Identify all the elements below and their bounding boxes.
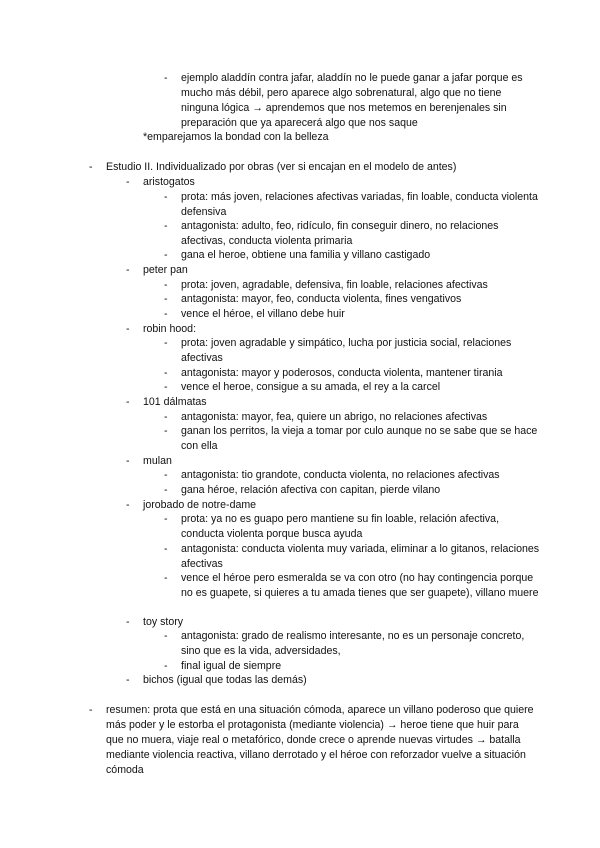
film-point: - antagonista: mayor, feo, conducta violenta, fines vengativos [164,293,462,305]
film-point: - ganan los perritos, la vieja a tomar por culo aunque no se sabe que se hace con ella [164,425,538,452]
film-point: - prota: ya no es guapo pero mantiene su fin loable, relación afectiva, conducta violenta porque busca ayuda [164,513,500,540]
estudio-heading [89,160,546,175]
intro-example-item [164,71,541,131]
film-point: - antagonista: adulto, feo, ridículo, fin conseguir dinero, no relaciones afectivas, conducta violenta primaria [164,220,499,247]
bullet-dash: - [89,704,93,716]
heading-text: Estudio II. Individualizado por obras (ver si encajan en el modelo de antes) [106,161,457,173]
film-point: - prota: más joven, relaciones afectivas variadas, fin loable, conducta violenta defensiva [164,191,538,218]
film-point: - antagonista: grado de realismo interesante, no es un personaje concreto, sino que es la vida, adversidades, [164,630,525,657]
intro-note [143,130,543,145]
resumen-text: resumen: prota que está en una situación cómoda, aparece un villano poderoso que quiere más poder y le estorba el protagonista (mediante violencia) → heroe tiene que huir para que no muera, viaje real o metafórico, donde crece o aprende nuevas virtudes → batalla mediante violencia reactiva, villano derrotado y el héroe con reforzador vuelve a situación cómoda [106,704,534,776]
film-title: - jorobado de notre-dame [126,499,257,511]
film-title: - aristogatos [126,176,195,188]
film-point: - gana héroe, relación afectiva con capitan, pierde vilano [164,484,441,496]
film-point: - final igual de siempre [164,660,282,672]
film-title: - peter pan [126,264,188,276]
film-title: - toy story [126,616,184,628]
list-item-text: ejemplo aladdín contra jafar, aladdín no le puede ganar a jafar porque es mucho más débil, pero aparece algo sobrenatural, algo que no tiene ninguna lógica → aprendemos que nos metemos en berenjenales sin preparación que ya aparecerá algo que nos saque [181,72,523,129]
note-text: *emparejamos la bondad con la belleza [143,131,329,143]
film-point: - gana el heroe, obtiene una familia y villano castigado [164,249,431,261]
film-point: - antagonista: tio grandote, conducta violenta, no relaciones afectivas [164,469,500,481]
bullet-dash: - [126,176,130,188]
film-title: - mulan [126,455,172,467]
film-title: - 101 dálmatas [126,396,207,408]
bullet-dash: - [89,161,93,173]
resumen-item [89,703,536,778]
film-point: - antagonista: mayor, fea, quiere un abrigo, no relaciones afectivas [164,411,488,423]
film-point: - prota: joven, agradable, defensiva, fin loable, relaciones afectivas [164,279,488,291]
bullet-dash: - [164,72,168,84]
film-point: - antagonista: mayor y poderosos, conducta violenta, mantener tirania [164,367,503,379]
film-point: - vence el héroe pero esmeralda se va con otro (no hay contingencia porque no es guapete, si quieres a tu amada tienes que ser guapete), villano muere [164,572,539,599]
film-point: - antagonista: conducta violenta muy variada, eliminar a lo gitanos, relaciones afectivas [164,543,540,570]
film-point: - vence el héroe, el villano debe huir [164,308,345,320]
film-title: - bichos (igual que todas las demás) [126,674,307,686]
film-point: - vence el heroe, consigue a su amada, el rey a la carcel [164,381,441,393]
film-title: - robin hood: [126,323,197,335]
film-point: - prota: joven agradable y simpático, lucha por justicia social, relaciones afectivas [164,337,512,364]
